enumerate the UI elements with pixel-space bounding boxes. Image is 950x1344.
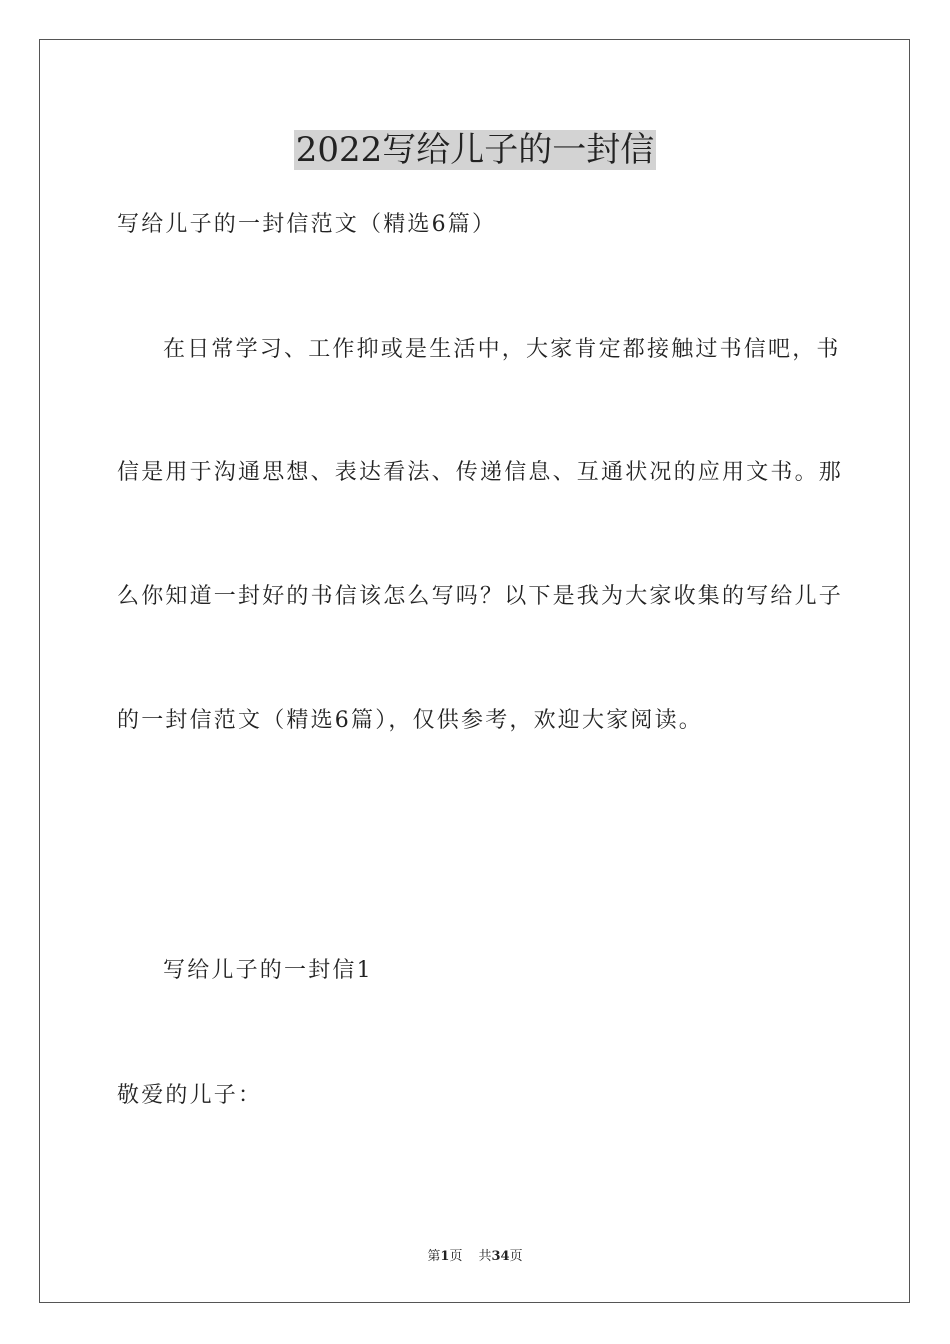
document-title-text: 2022写给儿子的一封信 [295, 130, 655, 170]
intro-line-3: 么你知道一封好的书信该怎么写吗？以下是我为大家收集的写给儿子 [117, 584, 844, 609]
footer-total-pages: 34 [491, 1249, 510, 1264]
footer-prefix: 第 [427, 1249, 441, 1264]
footer-total-prefix: 共 [478, 1249, 492, 1264]
document-title [0, 128, 950, 172]
intro-line-1: 在日常学习、工作抑或是生活中，大家肯定都接触过书信吧，书 [163, 337, 841, 362]
section-heading: 写给儿子的一封信1 [163, 958, 373, 983]
document-subtitle: 写给儿子的一封信范文（精选6篇） [117, 212, 497, 237]
footer-current-page: 1 [440, 1249, 450, 1264]
footer-total-suffix: 页 [509, 1249, 523, 1264]
intro-line-4: 的一封信范文（精选6篇），仅供参考，欢迎大家阅读。 [117, 708, 703, 733]
salutation: 敬爱的儿子： [117, 1083, 263, 1108]
intro-line-2: 信是用于沟通思想、表达看法、传递信息、互通状况的应用文书。那 [117, 460, 844, 485]
page-footer [0, 1248, 950, 1266]
footer-page-suffix: 页 [449, 1249, 463, 1264]
